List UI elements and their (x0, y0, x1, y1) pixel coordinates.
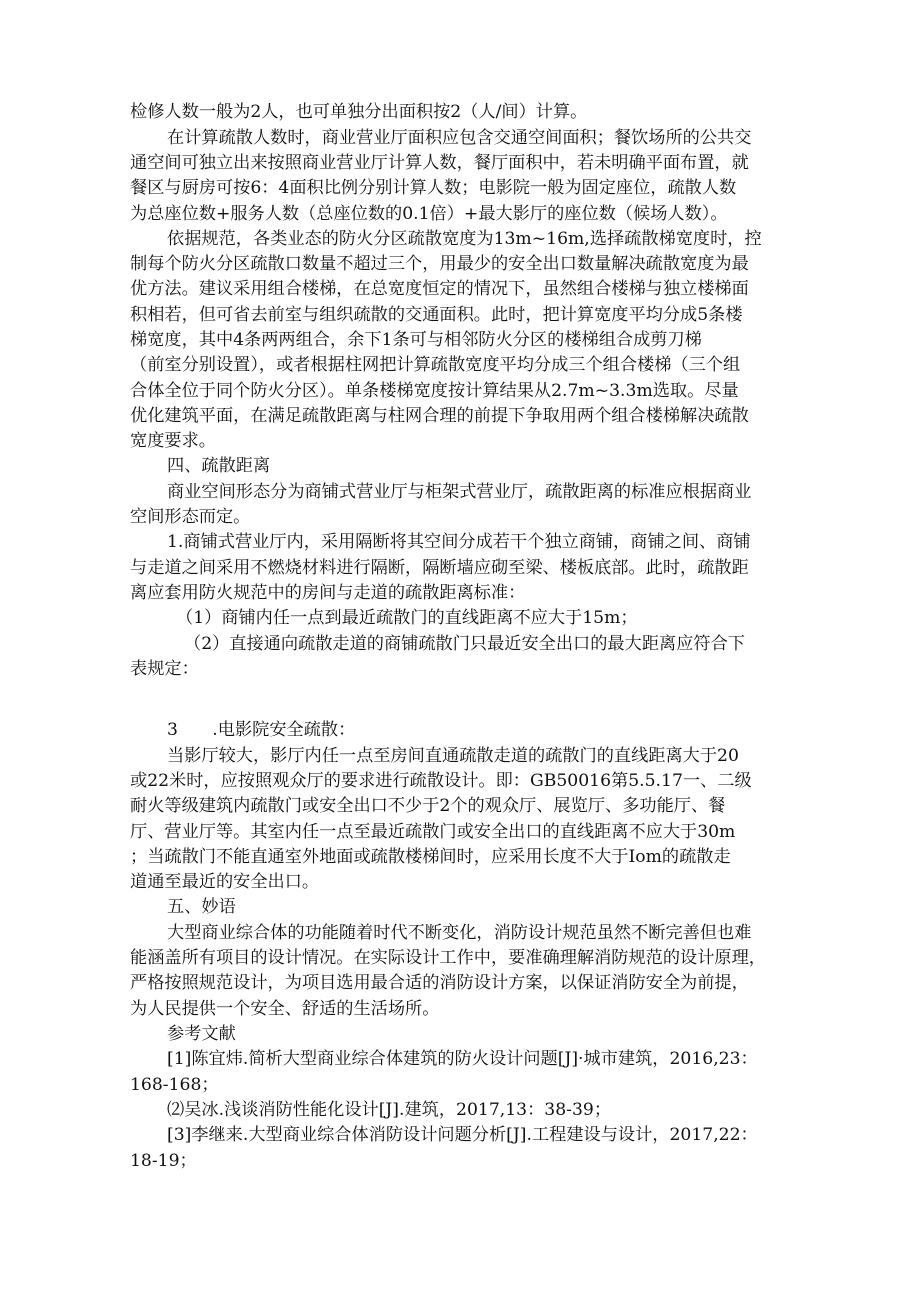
text-line: 合体全位于同个防火分区）。单条楼梯宽度按计算结果从2.7m~3.3m选取。尽量 (130, 381, 739, 401)
reference-item: [3]李继来.大型商业综合体消防设计问题分析[J].工程建设与设计，2017,22： (167, 1125, 758, 1145)
text-line: 积相若，但可省去前室与组织疏散的交通面积。此时，把计算宽度平均分成5条楼 (130, 305, 743, 325)
text-line: 严格按照规范设计，为项目选用最合适的消防设计方案，以保证消防安全为前提， (130, 973, 749, 993)
text-line: 依据规范，各类业态的防火分区疏散宽度为13m~16m,选择疏散梯宽度时，控 (167, 229, 762, 249)
text-line: 或22米时，应按照观众厅的要求进行疏散设计。即：GB50016第5.5.17一、二级 (130, 771, 752, 791)
text-line: （前室分别设置），或者根据柱网把计算疏散宽度平均分成三个组合楼梯（三个组 (130, 355, 741, 375)
text-line: 空间形态而定。 (130, 507, 251, 527)
text-line: ；当疏散门不能直通室外地面或疏散楼梯间时，应采用长度不大于Iom的疏散走 (130, 847, 731, 867)
list-item: （2）直接通向疏散走道的商铺疏散门只最近安全出口的最大距离应符合下 (184, 634, 745, 654)
text-line: 1.商铺式营业厅内，采用隔断将其空间分成若干个独立商铺，商铺之间、商铺 (167, 532, 751, 552)
reference-item: [1]陈宜炜.简析大型商业综合体建筑的防火设计问题[J]·城市建筑，2016,23： (167, 1049, 758, 1069)
text-line: 耐火等级建筑内疏散门或安全出口不少于2个的观众厅、展览厅、多功能厅、餐 (130, 796, 726, 816)
text-line: 能涵盖所有项目的设计情况。在实际设计工作中，要准确理解消防规范的设计原理， (130, 948, 766, 968)
text-line: 检修人数一般为2人，也可单独分出面积按2（人/间）计算。 (130, 102, 588, 122)
references-heading: 参考文献 (167, 1024, 236, 1044)
text-line: 道通至最近的安全出口。 (130, 872, 320, 892)
section-heading: 四、疏散距离 (167, 456, 271, 476)
text-line: 在计算疏散人数时，商业营业厅面积应包含交通空间面积；餐饮场所的公共交 (167, 128, 752, 148)
reference-item: 168-168； (130, 1075, 219, 1095)
text-line: 通空间可独立出来按照商业营业厅计算人数，餐厅面积中，若未明确平面布置，就 (130, 153, 749, 173)
text-line: 优方法。建议采用组合楼梯，在总宽度恒定的情况下，虽然组合楼梯与独立楼梯面 (130, 279, 749, 299)
text-line: 大型商业综合体的功能随着时代不断变化，消防设计规范虽然不断完善但也难 (167, 923, 752, 943)
subsection-heading: 3 .电影院安全疏散： (167, 720, 356, 740)
text-line: 宽度要求。 (130, 431, 216, 451)
text-line: 表规定： (130, 659, 199, 679)
text-line: 厅、营业厅等。其室内任一点至最近疏散门或安全出口的直线距离不应大于30m (130, 822, 736, 842)
text-line: 梯宽度，其中4条两两组合，余下1条可与相邻防火分区的楼梯组合成剪刀梯 (130, 330, 702, 350)
list-item: （1）商铺内任一点到最近疏散门的直线距离不应大于15m； (176, 608, 638, 628)
text-line: 为人民提供一个安全、舒适的生活场所。 (130, 999, 440, 1019)
section-heading: 五、妙语 (167, 897, 236, 917)
text-line: 离应套用防火规范中的房间与走道的疏散距离标准： (130, 583, 526, 603)
reference-item: ⑵吴冰.浅谈消防性能化设计[J].建筑，2017,13：38-39； (167, 1100, 612, 1120)
text-line: 制每个防火分区疏散口数量不超过三个，用最少的安全出口数量解决疏散宽度为最 (130, 254, 749, 274)
text-line: 商业空间形态分为商铺式营业厅与柜架式营业厅，疏散距离的标准应根据商业 (167, 482, 752, 502)
reference-item: 18-19； (130, 1151, 197, 1171)
text-line: 为总座位数+服务人数（总座位数的0.1倍）+最大影厅的座位数（候场人数）。 (130, 204, 728, 224)
text-line: 优化建筑平面，在满足疏散距离与柱网合理的前提下争取用两个组合楼梯解决疏散 (130, 406, 749, 426)
text-line: 与走道之间采用不燃烧材料进行隔断，隔断墙应砌至梁、楼板底部。此时，疏散距 (130, 558, 749, 578)
text-line: 餐区与厨房可按6：4面积比例分别计算人数；电影院一般为固定座位，疏散人数 (130, 178, 737, 198)
text-line: 当影厅较大，影厅内任一点至房间直通疏散走道的疏散门的直线距离大于20 (167, 746, 739, 766)
